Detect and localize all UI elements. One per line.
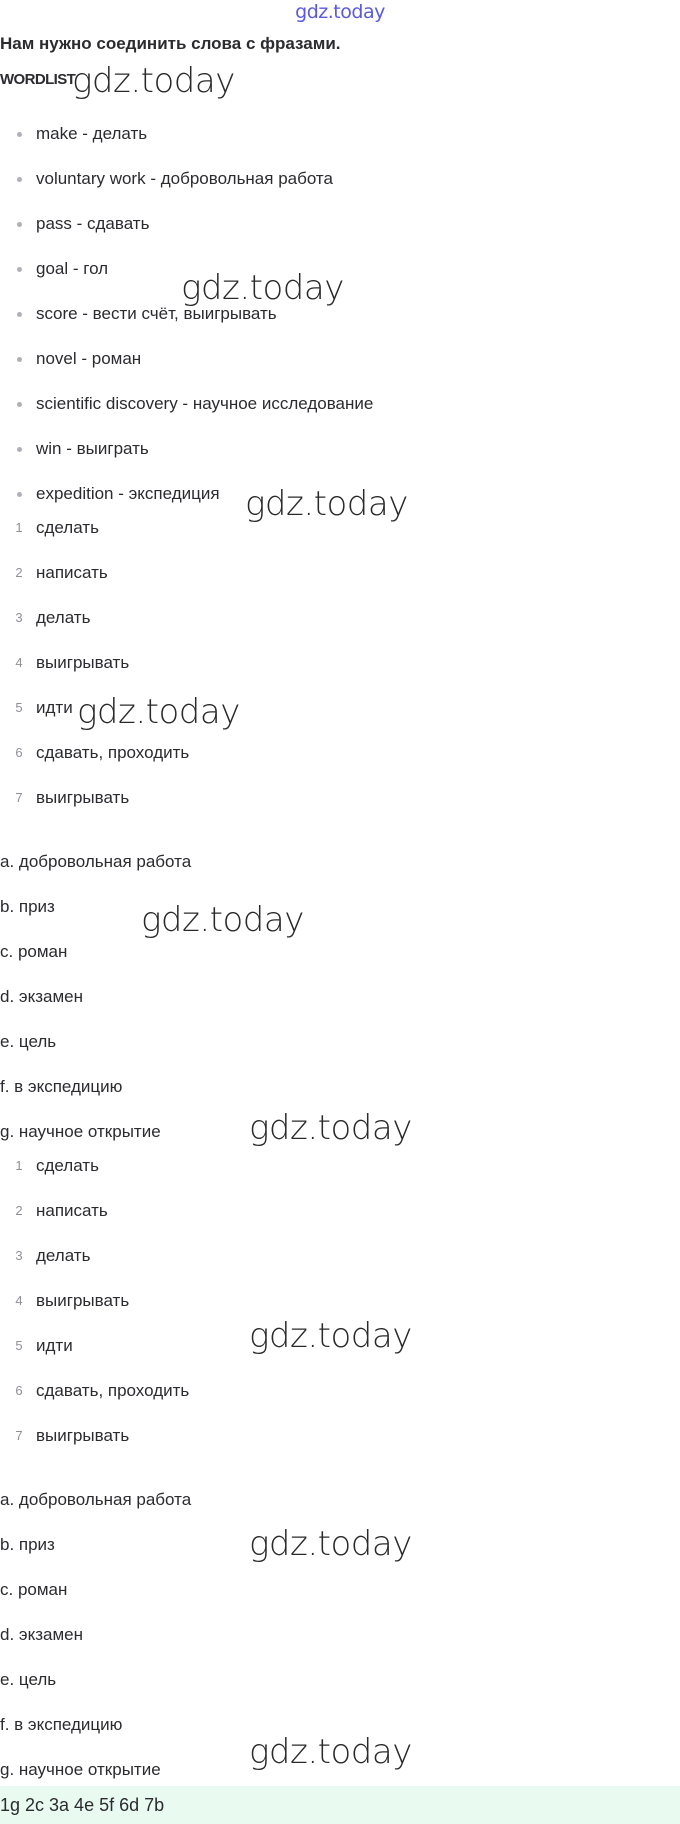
- item-number: 5: [15, 700, 23, 715]
- site-logo[interactable]: gdz.today: [295, 1, 385, 23]
- phrase-item: f. в экспедицию: [0, 1715, 123, 1734]
- item-number: 5: [15, 1338, 23, 1353]
- phrase-item: b. приз: [0, 897, 55, 916]
- item-number: 3: [15, 1248, 23, 1263]
- verb-item: сделать: [36, 1156, 99, 1175]
- item-number: 7: [15, 1428, 23, 1443]
- item-number: 1: [15, 520, 23, 535]
- verb-item: идти: [36, 1336, 73, 1355]
- watermark: gdz.today: [249, 1732, 412, 1772]
- phrase-item: g. научное открытие: [0, 1122, 161, 1141]
- phrase-item: a. добровольная работа: [0, 1490, 192, 1509]
- phrase-item: e. цель: [0, 1032, 57, 1051]
- watermark: gdz.today: [72, 61, 235, 101]
- verb-item: делать: [36, 608, 91, 627]
- bullet-icon: [17, 402, 22, 407]
- item-number: 6: [15, 1383, 23, 1398]
- wordlist-item: scientific discovery - научное исследование: [36, 394, 374, 413]
- phrase-item: g. научное открытие: [0, 1760, 161, 1779]
- wordlist-item: novel - роман: [36, 349, 142, 368]
- phrase-item: e. цель: [0, 1670, 57, 1689]
- item-number: 1: [15, 1158, 23, 1173]
- watermark: gdz.today: [249, 1524, 412, 1564]
- watermark: gdz.today: [245, 484, 408, 524]
- bullet-icon: [17, 177, 22, 182]
- task-intro: Нам нужно соединить слова с фразами.: [0, 34, 341, 53]
- phrase-item: a. добровольная работа: [0, 852, 192, 871]
- verb-item: выигрывать: [36, 788, 130, 807]
- verb-item: написать: [36, 563, 108, 582]
- verb-item: сдавать, проходить: [36, 1381, 190, 1400]
- phrase-item: d. экзамен: [0, 987, 83, 1006]
- item-number: 7: [15, 790, 23, 805]
- item-number: 2: [15, 1203, 23, 1218]
- answer-box: [0, 1786, 680, 1824]
- verb-item: выигрывать: [36, 1426, 130, 1445]
- phrase-item: f. в экспедицию: [0, 1077, 123, 1096]
- wordlist-item: expedition - экспедиция: [36, 484, 220, 503]
- bullet-icon: [17, 132, 22, 137]
- bullet-icon: [17, 357, 22, 362]
- wordlist-item: goal - гол: [36, 259, 109, 278]
- item-number: 4: [15, 655, 23, 670]
- item-number: 4: [15, 1293, 23, 1308]
- verb-item: написать: [36, 1201, 108, 1220]
- phrase-item: c. роман: [0, 942, 68, 961]
- wordlist-label: WORDLIST: [0, 71, 76, 88]
- item-number: 2: [15, 565, 23, 580]
- verb-item: сделать: [36, 518, 99, 537]
- item-number: 3: [15, 610, 23, 625]
- verb-item: делать: [36, 1246, 91, 1265]
- watermark: gdz.today: [141, 900, 304, 940]
- bullet-icon: [17, 312, 22, 317]
- watermark: gdz.today: [249, 1108, 412, 1148]
- watermark: gdz.today: [249, 1316, 412, 1356]
- bullet-icon: [17, 447, 22, 452]
- phrase-item: d. экзамен: [0, 1625, 83, 1644]
- wordlist-item: pass - сдавать: [36, 214, 150, 233]
- answer-text: 1g 2c 3a 4e 5f 6d 7b: [0, 1795, 165, 1815]
- verb-item: выигрывать: [36, 653, 130, 672]
- verb-item: сдавать, проходить: [36, 743, 190, 762]
- wordlist-item: win - выиграть: [36, 439, 149, 458]
- watermark: gdz.today: [181, 268, 344, 308]
- bullet-icon: [17, 267, 22, 272]
- verb-item: выигрывать: [36, 1291, 130, 1310]
- verb-item: идти: [36, 698, 73, 717]
- phrase-item: c. роман: [0, 1580, 68, 1599]
- bullet-icon: [17, 222, 22, 227]
- wordlist-item: score - вести счёт, выигрывать: [36, 304, 277, 323]
- watermark: gdz.today: [77, 692, 240, 732]
- wordlist-item: make - делать: [36, 124, 148, 143]
- item-number: 6: [15, 745, 23, 760]
- phrase-item: b. приз: [0, 1535, 55, 1554]
- wordlist-item: voluntary work - добровольная работа: [36, 169, 333, 188]
- bullet-icon: [17, 492, 22, 497]
